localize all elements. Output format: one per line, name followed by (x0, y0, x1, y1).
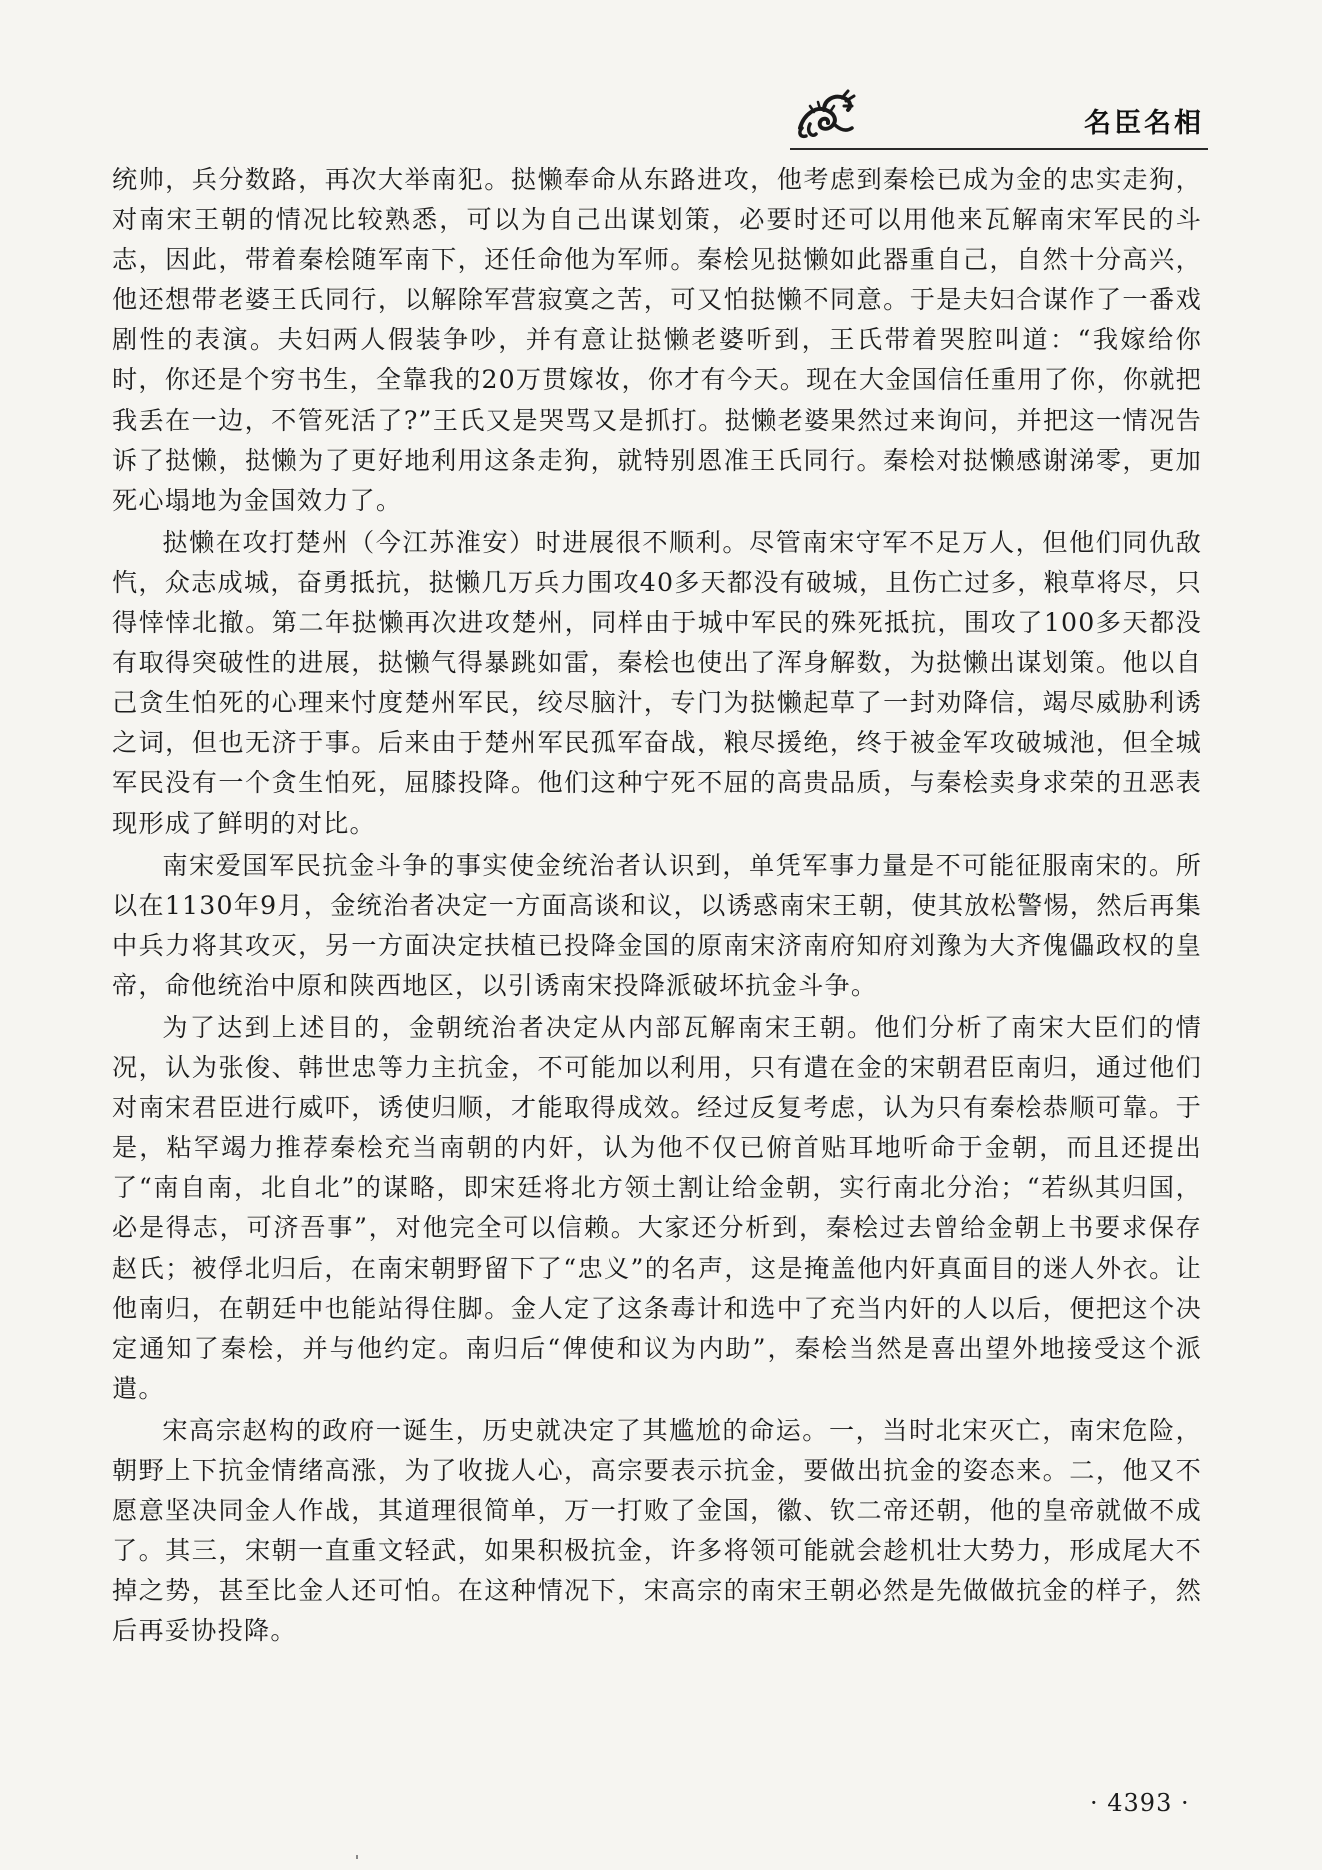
paragraph-5: 宋高宗赵构的政府一诞生，历史就决定了其尴尬的命运。一，当时北宋灭亡，南宋危险，朝野上下抗金情绪高涨，为了收拢人心，高宗要表示抗金，要做出抗金的姿态来。二，他又不愿意坚决同金人作战，其道理很简单，万一打败了金国，徽、钦二帝还朝，他的皇帝就做不成了。其三，宋朝一直重文轻武，如果积极抗金，许多将领可能就会趁机壮大势力，形成尾大不掉之势，甚至比金人还可怕。在这种情况下，宋高宗的南宋王朝必然是先做做抗金的样子，然后再妥协投降。 (112, 1415, 1202, 1646)
header-rule (790, 148, 1208, 150)
paragraph-3: 南宋爱国军民抗金斗争的事实使金统治者认识到，单凭军事力量是不可能征服南宋的。所以在1130年9月，金统治者决定一方面高谈和议，以诱惑南宋王朝，使其放松警惕，然后再集中兵力将其攻灭，另一方面决定扶植已投降金国的原南宋济南府知府刘豫为大齐傀儡政权的皇帝，命他统治中原和陕西地区，以引诱南宋投降派破坏抗金斗争。 (112, 850, 1202, 1000)
page-number: · 4393 · (1090, 1789, 1190, 1817)
paragraph-4: 为了达到上述目的，金朝统治者决定从内部瓦解南宋王朝。他们分析了南宋大臣们的情况，认为张俊、韩世忠等力主抗金，不可能加以利用，只有遣在金的宋朝君臣南归，通过他们对南宋君臣进行威吓，诱使归顺，才能取得成效。经过反复考虑，认为只有秦桧恭顺可靠。于是，粘罕竭力推荐秦桧充当南朝的内奸，认为他不仅已俯首贴耳地听命于金朝，而且还提出了“南自南，北自北”的谋略，即宋廷将北方领土割让给金朝，实行南北分治；“若纵其归国，必是得志，可济吾事”，对他完全可以信赖。大家还分析到，秦桧过去曾给金朝上书要求保存赵氏；被俘北归后，在南宋朝野留下了“忠义”的名声，这是掩盖他内奸真面目的迷人外衣。让他南归，在朝廷中也能站得住脚。金人定了这条毒计和选中了充当内奸的人以后，便把这个决定通知了秦桧，并与他约定。南归后“俾使和议为内助”，秦桧当然是喜出望外地接受这个派遣。 (112, 1012, 1202, 1403)
header-title: 名臣名相 (1084, 108, 1204, 139)
dragon-icon (794, 88, 858, 142)
running-header (0, 0, 1322, 160)
paragraph-2: 挞懒在攻打楚州（今江苏淮安）时进展很不顺利。尽管南宋守军不足万人，但他们同仇敌忾，众志成城，奋勇抵抗，挞懒几万兵力围攻40多天都没有破城，且伤亡过多，粮草将尽，只得悻悻北撤。第二年挞懒再次进攻楚州，同样由于城中军民的殊死抵抗，围攻了100多天都没有取得突破性的进展，挞懒气得暴跳如雷，秦桧也使出了浑身解数，为挞懒出谋划策。他以自己贪生怕死的心理来忖度楚州军民，绞尽脑汁，专门为挞懒起草了一封劝降信，竭尽威胁利诱之词，但也无济于事。后来由于楚州军民孤军奋战，粮尽援绝，终于被金军攻破城池，但全城军民没有一个贪生怕死，屈膝投降。他们这种宁死不屈的高贵品质，与秦桧卖身求荣的丑恶表现形成了鲜明的对比。 (112, 527, 1202, 838)
body-text (112, 160, 1202, 1651)
scan-speck (356, 1855, 358, 1859)
paragraph-1: 统帅，兵分数路，再次大举南犯。挞懒奉命从东路进攻，他考虑到秦桧已成为金的忠实走狗，对南宋王朝的情况比较熟悉，可以为自己出谋划策，必要时还可以用他来瓦解南宋军民的斗志，因此，带着秦桧随军南下，还任命他为军师。秦桧见挞懒如此器重自己，自然十分高兴，他还想带老婆王氏同行，以解除军营寂寞之苦，可又怕挞懒不同意。于是夫妇合谋作了一番戏剧性的表演。夫妇两人假装争吵，并有意让挞懒老婆听到，王氏带着哭腔叫道：“我嫁给你时，你还是个穷书生，全靠我的20万贯嫁妆，你才有今天。现在大金国信任重用了你，你就把我丢在一边，不管死活了?”王氏又是哭骂又是抓打。挞懒老婆果然过来询问，并把这一情况告诉了挞懒，挞懒为了更好地利用这条走狗，就特别恩准王氏同行。秦桧对挞懒感谢涕零，更加死心塌地为金国效力了。 (112, 165, 1202, 515)
